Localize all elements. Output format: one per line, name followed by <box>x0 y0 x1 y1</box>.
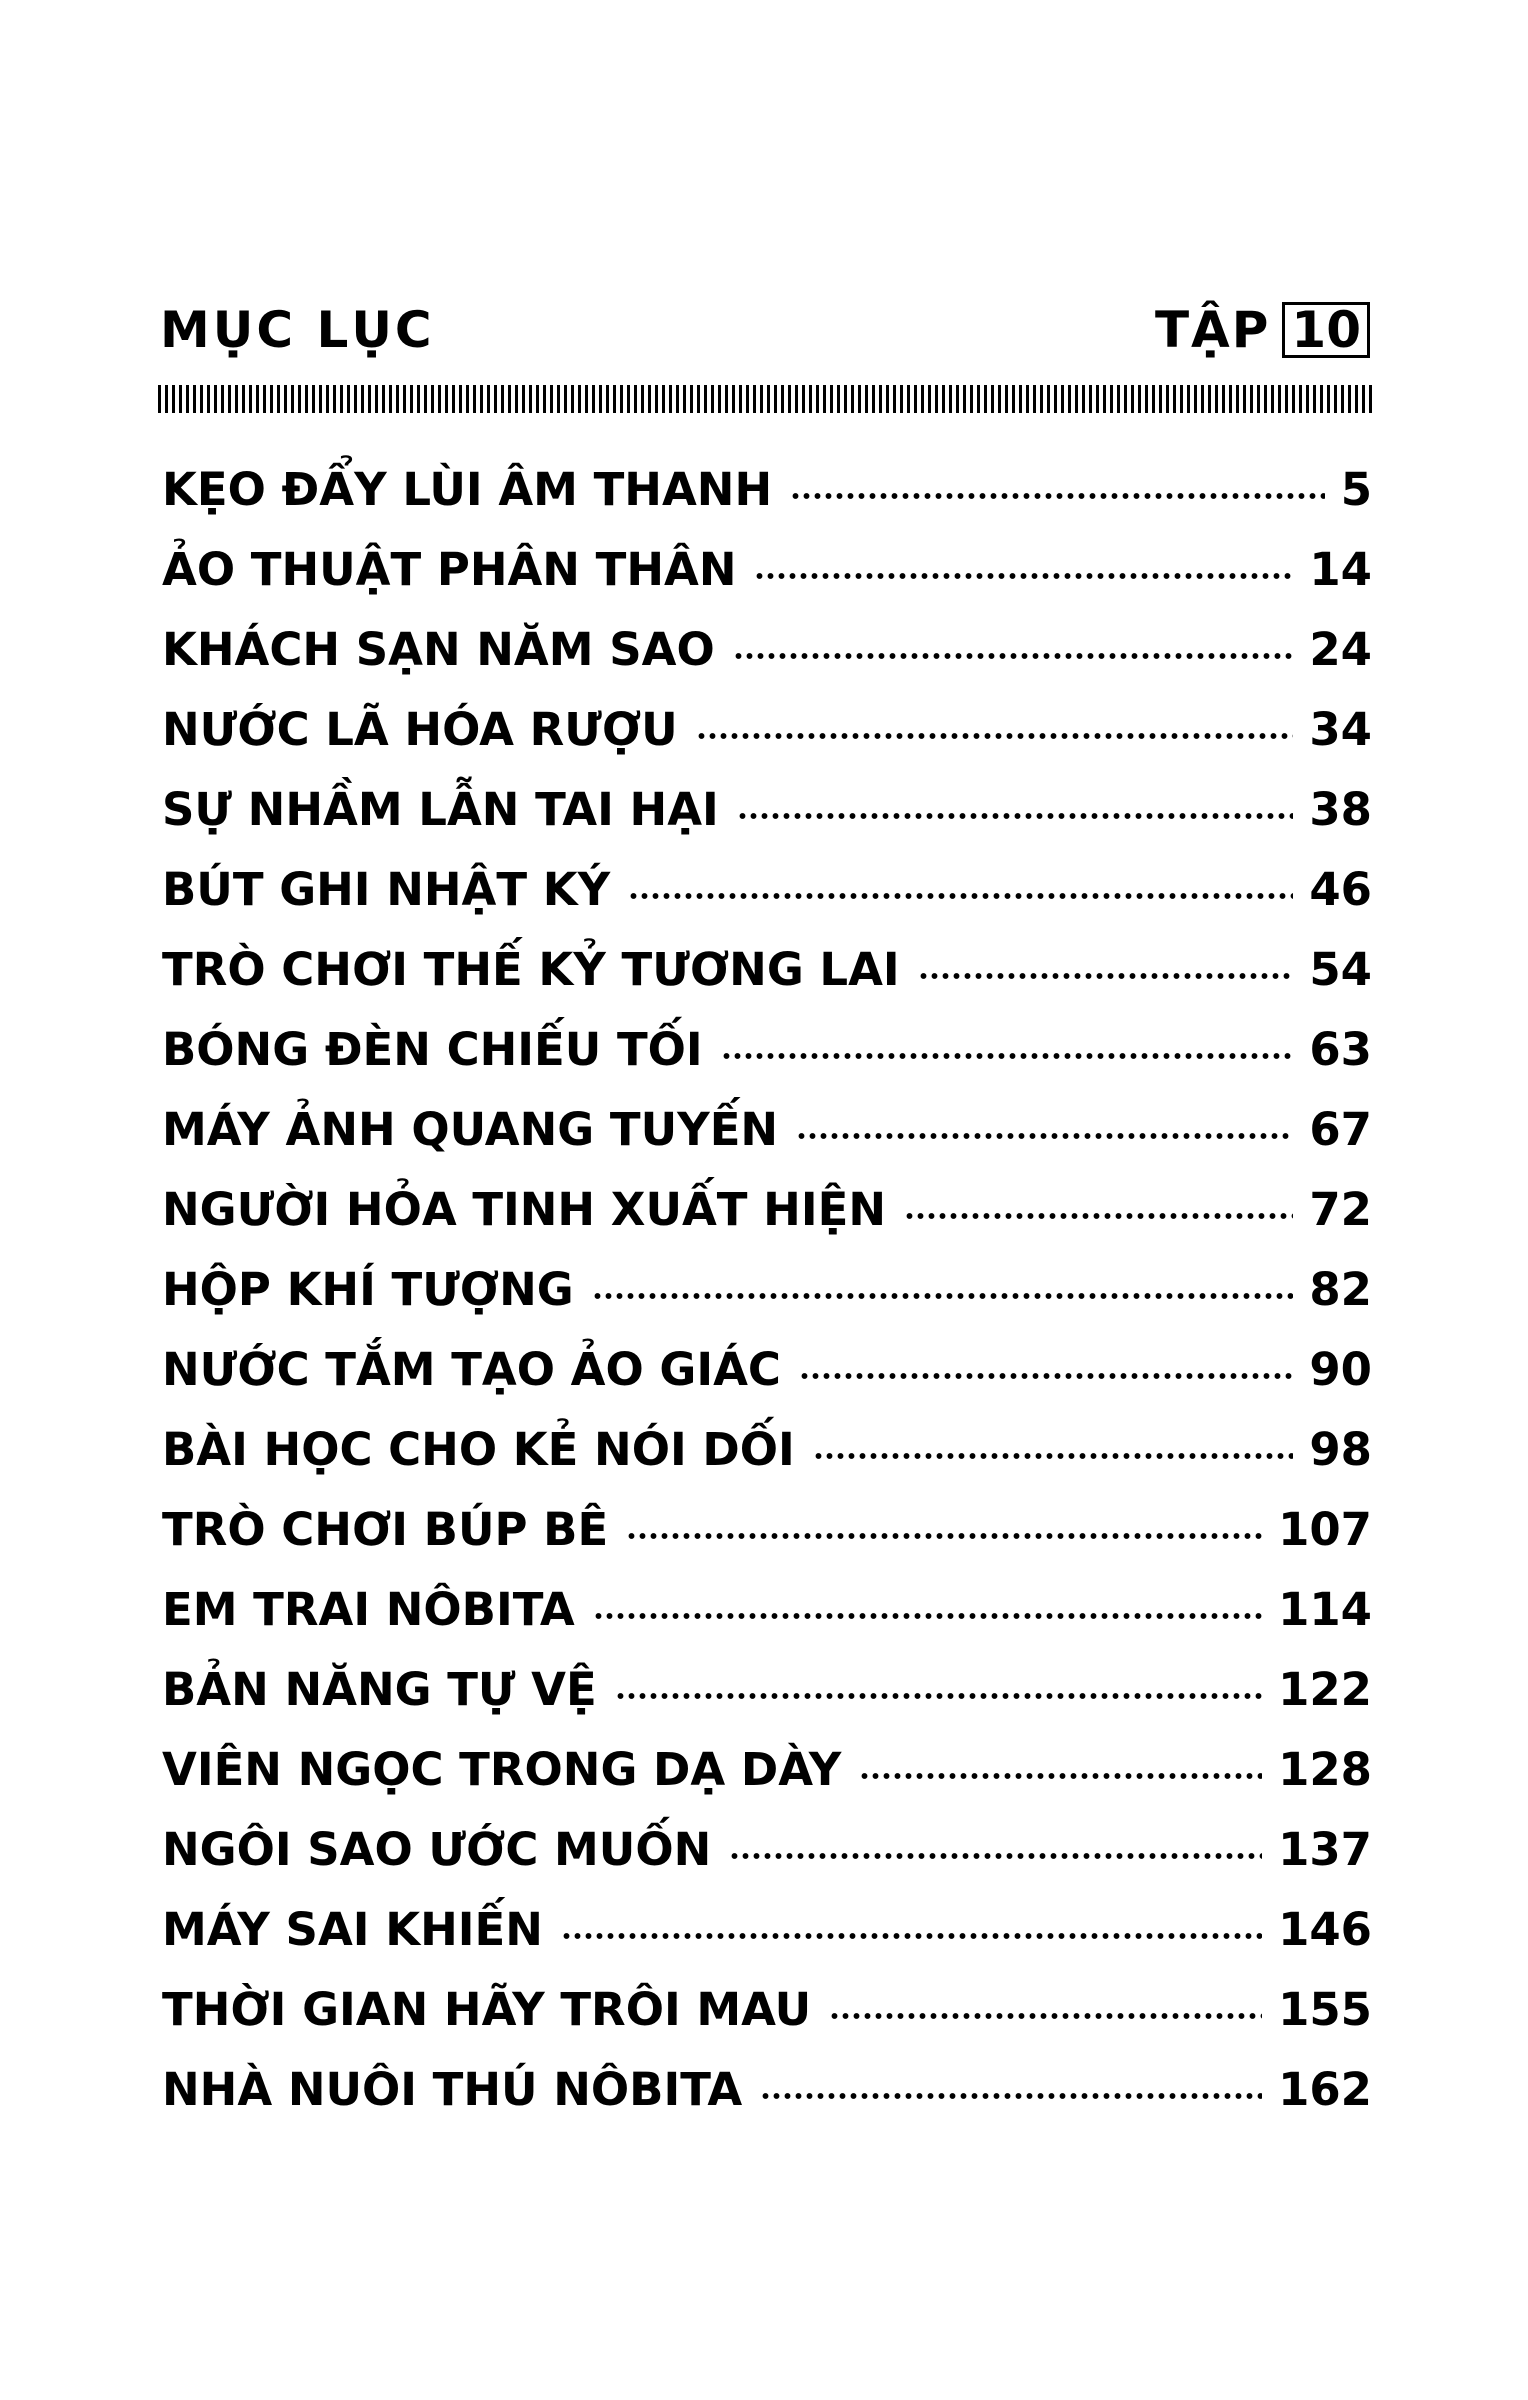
toc-entry <box>162 1080 1372 1160</box>
page-title: MỤC LỤC <box>160 301 435 359</box>
toc-entry-title: KẸO ĐẨY LÙI ÂM THANH <box>162 463 773 516</box>
toc-entry-title: SỰ NHẦM LẪN TAI HẠI <box>162 783 719 836</box>
toc-entry <box>162 680 1372 760</box>
toc-entry-title: HỘP KHÍ TƯỢNG <box>162 1263 574 1316</box>
toc-entry-page: 67 <box>1309 1103 1372 1156</box>
toc-entry-title: EM TRAI NÔBITA <box>162 1583 575 1636</box>
toc-entry-page: 54 <box>1309 943 1372 996</box>
toc-entry-title: BÀI HỌC CHO KẺ NÓI DỐI <box>162 1423 795 1476</box>
dot-leader <box>721 1052 1294 1060</box>
dot-leader <box>729 1852 1262 1860</box>
toc-entry-page: 34 <box>1309 703 1372 756</box>
volume-number: 10 <box>1282 302 1370 358</box>
toc-entry-title: NHÀ NUÔI THÚ NÔBITA <box>162 2063 743 2116</box>
dot-leader <box>733 652 1294 660</box>
toc-entry-page: 63 <box>1309 1023 1372 1076</box>
toc-entry-title: KHÁCH SẠN NĂM SAO <box>162 623 715 676</box>
toc-entry-page: 137 <box>1278 1823 1372 1876</box>
toc-entry <box>162 2040 1372 2120</box>
toc-entry-title: BẢN NĂNG TỰ VỆ <box>162 1663 597 1716</box>
header-divider <box>158 385 1372 413</box>
toc-entry-page: 146 <box>1278 1903 1372 1956</box>
dot-leader <box>592 1292 1294 1300</box>
toc-entry-title: BÚT GHI NHẬT KÝ <box>162 863 611 916</box>
dot-leader <box>859 1772 1262 1780</box>
toc-entry <box>162 1880 1372 1960</box>
toc-entry <box>162 1400 1372 1480</box>
toc-entry-page: 46 <box>1309 863 1372 916</box>
dot-leader <box>593 1612 1262 1620</box>
toc-entry-title: ẢO THUẬT PHÂN THÂN <box>162 543 737 596</box>
toc-entry-page: 114 <box>1278 1583 1372 1636</box>
toc-entry-title: THỜI GIAN HÃY TRÔI MAU <box>162 1983 812 2036</box>
dot-leader <box>790 492 1325 500</box>
toc-entry-page: 98 <box>1309 1423 1372 1476</box>
toc-entry <box>162 1000 1372 1080</box>
dot-leader <box>628 892 1293 900</box>
toc-entry-title: TRÒ CHƠI THẾ KỶ TƯƠNG LAI <box>162 943 900 996</box>
dot-leader <box>561 1932 1262 1940</box>
toc-entry <box>162 1720 1372 1800</box>
toc-entry <box>162 920 1372 1000</box>
toc-entry-page: 5 <box>1340 463 1372 516</box>
dot-leader <box>829 2012 1262 2020</box>
toc-entry-page: 38 <box>1309 783 1372 836</box>
toc-entry-page: 162 <box>1278 2063 1372 2116</box>
toc-entry-page: 107 <box>1278 1503 1372 1556</box>
toc-entry <box>162 1320 1372 1400</box>
toc-entry-title: NƯỚC TẮM TẠO ẢO GIÁC <box>162 1343 781 1396</box>
toc-entry-page: 155 <box>1278 1983 1372 2036</box>
toc-entry-page: 82 <box>1309 1263 1372 1316</box>
toc-entry-page: 122 <box>1278 1663 1372 1716</box>
toc-entry-title: MÁY SAI KHIẾN <box>162 1903 543 1956</box>
toc-header <box>160 290 1370 370</box>
toc-entry-title: NGƯỜI HỎA TINH XUẤT HIỆN <box>162 1183 886 1236</box>
dot-leader <box>615 1692 1262 1700</box>
toc-entry-title: NGÔI SAO ƯỚC MUỐN <box>162 1823 712 1876</box>
dot-leader <box>754 572 1293 580</box>
toc-list <box>162 440 1372 2120</box>
toc-entry <box>162 840 1372 920</box>
toc-entry-title: NƯỚC LÃ HÓA RƯỢU <box>162 703 678 756</box>
toc-entry <box>162 1560 1372 1640</box>
toc-entry <box>162 760 1372 840</box>
toc-entry-page: 128 <box>1278 1743 1372 1796</box>
dot-leader <box>626 1532 1262 1540</box>
volume-label-group <box>1155 300 1370 360</box>
toc-entry-page: 90 <box>1309 1343 1372 1396</box>
toc-entry <box>162 1480 1372 1560</box>
toc-entry-title: MÁY ẢNH QUANG TUYẾN <box>162 1103 779 1156</box>
toc-entry-title: TRÒ CHƠI BÚP BÊ <box>162 1503 609 1556</box>
volume-label: TẬP <box>1154 301 1271 359</box>
toc-entry <box>162 1960 1372 2040</box>
toc-entry-page: 24 <box>1309 623 1372 676</box>
toc-entry <box>162 1160 1372 1240</box>
toc-entry-title: BÓNG ĐÈN CHIẾU TỐI <box>162 1023 703 1076</box>
toc-entry-page: 14 <box>1309 543 1372 596</box>
dot-leader <box>737 812 1294 820</box>
toc-entry <box>162 520 1372 600</box>
toc-entry-title: VIÊN NGỌC TRONG DẠ DÀY <box>162 1743 842 1796</box>
toc-entry <box>162 1640 1372 1720</box>
dot-leader <box>904 1212 1293 1220</box>
dot-leader <box>918 972 1294 980</box>
dot-leader <box>799 1372 1293 1380</box>
dot-leader <box>760 2092 1262 2100</box>
toc-entry <box>162 440 1372 520</box>
dot-leader <box>813 1452 1294 1460</box>
toc-entry <box>162 1240 1372 1320</box>
dot-leader <box>796 1132 1293 1140</box>
dot-leader <box>696 732 1294 740</box>
toc-entry <box>162 600 1372 680</box>
toc-entry-page: 72 <box>1309 1183 1372 1236</box>
toc-entry <box>162 1800 1372 1880</box>
